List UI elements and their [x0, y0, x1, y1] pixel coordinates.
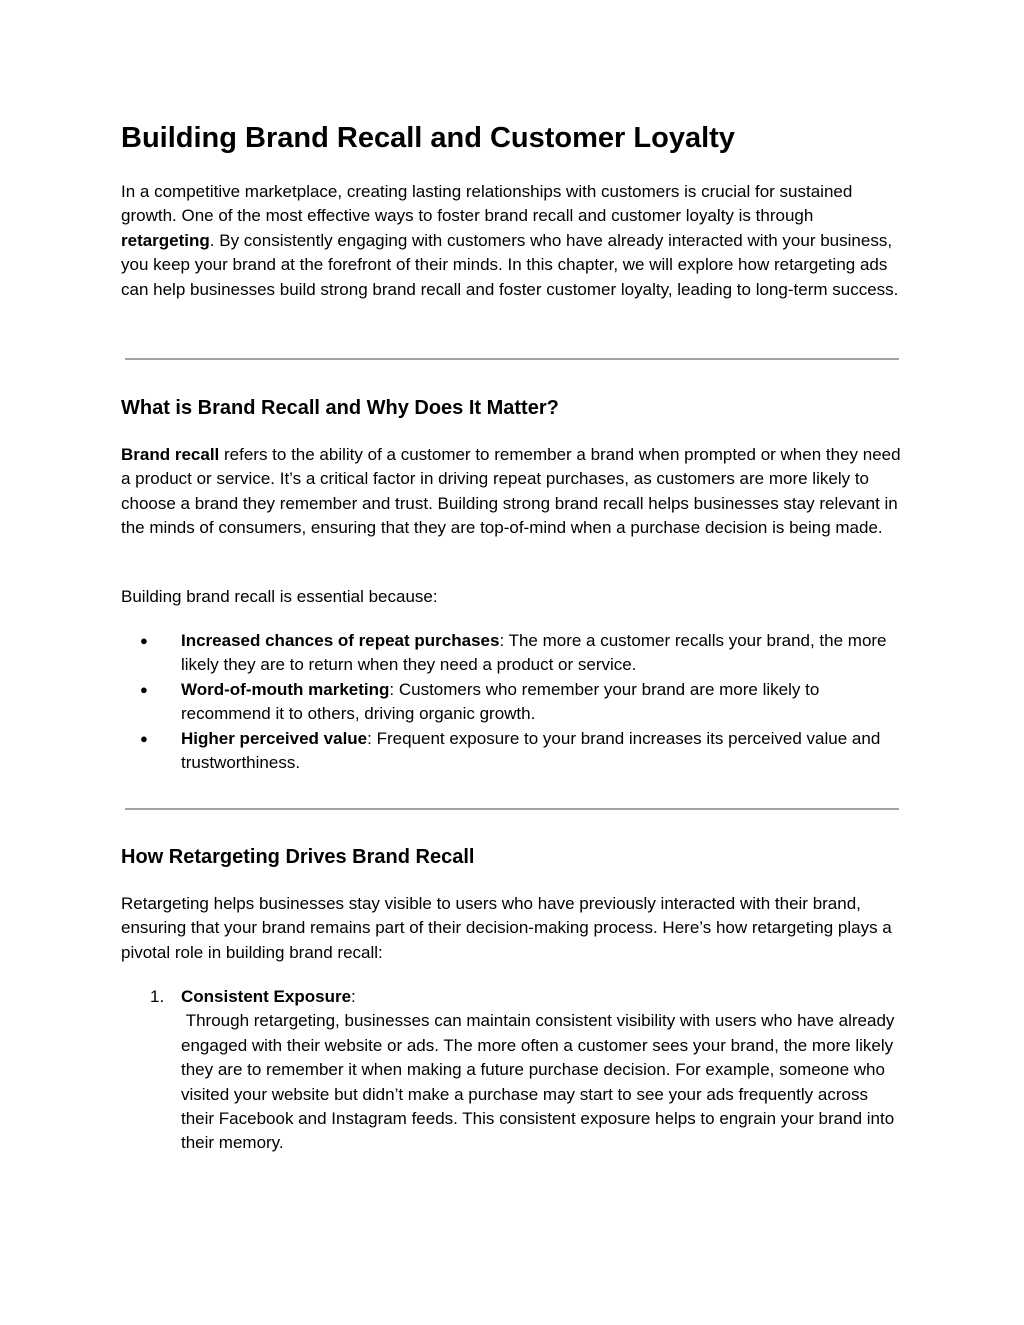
brand-recall-text: refers to the ability of a customer to remember a brand when prompted or when they need a product or service. It’s a critical factor in driving repeat purchases, as customers are more likely to choose a brand they remember and trust. Building strong brand recall helps businesses stay relevant in the minds of consumers, ensuring that they are top-of-mind when a purchase decision is being made.	[121, 445, 901, 538]
list-item-bold: Consistent Exposure	[181, 987, 352, 1006]
intro-text-end: . By consistently engaging with customers who have already interacted with your business, you keep your brand at the forefront of their minds. In this chapter, we will explore how retargeting ads can help businesses build strong brand recall and foster customer loyalty, leading to long-term success.	[121, 230, 899, 299]
section-divider	[125, 358, 899, 360]
list-item-bold: Increased chances of repeat purchases	[181, 631, 500, 650]
intro-text-start: In a competitive marketplace, creating lasting relationships with customers is crucial for sustained growth. One of the most effective ways to foster brand recall and customer loyalty is through	[121, 182, 853, 226]
benefits-list	[121, 629, 905, 775]
intro-paragraph	[121, 180, 905, 302]
section-heading-brand-recall: What is Brand Recall and Why Does It Matter?	[121, 397, 559, 419]
retargeting-steps-list	[121, 985, 905, 1156]
brand-recall-bold-term: Brand recall	[121, 445, 220, 464]
bullet-icon: ●	[140, 681, 148, 697]
page-title: Building Brand Recall and Customer Loyalty	[121, 122, 735, 154]
bullet-icon: ●	[140, 730, 148, 746]
section-divider	[125, 808, 899, 810]
section-heading-retargeting: How Retargeting Drives Brand Recall	[121, 846, 475, 868]
list-item-bold: Higher perceived value	[181, 728, 368, 748]
list-item-number: 1.	[150, 987, 165, 1006]
list-item-text: : The more a customer recalls your brand, the more likely they are to return when they need a product or service.	[181, 631, 887, 675]
list-item-text: Through retargeting, businesses can maintain consistent visibility with users who have already engaged with their website or ads. The more often a customer sees your brand, the more likely they are to remember it when making a future purchase decision. For example, someone who visited your website but didn’t make a purchase may start to see your ads frequently across their Facebook and Instagram feeds. This consistent exposure helps to engrain your brand into their memory.	[181, 1011, 895, 1153]
list-item-text: : Customers who remember your brand are more likely to recommend it to others, driving organic growth.	[181, 679, 820, 724]
list-item-bold: Word-of-mouth marketing	[181, 679, 390, 699]
retargeting-paragraph: Retargeting helps businesses stay visible to users who have previously interacted with their brand, ensuring that your brand remains part of their decision-making process. Here’s how retargeting plays a pivotal role in building brand recall:	[121, 894, 892, 962]
list-item	[121, 678, 905, 727]
list-item-colon: :	[351, 987, 356, 1006]
list-item	[121, 629, 905, 678]
brand-recall-paragraph	[121, 443, 905, 541]
bullet-lead-text: Building brand recall is essential because:	[121, 587, 438, 606]
list-item	[121, 727, 905, 776]
list-item-text: : Frequent exposure to your brand increases its perceived value and trustworthiness.	[181, 728, 881, 773]
list-item	[121, 985, 905, 1156]
intro-bold-term: retargeting	[121, 230, 210, 250]
bullet-icon: ●	[140, 633, 148, 648]
